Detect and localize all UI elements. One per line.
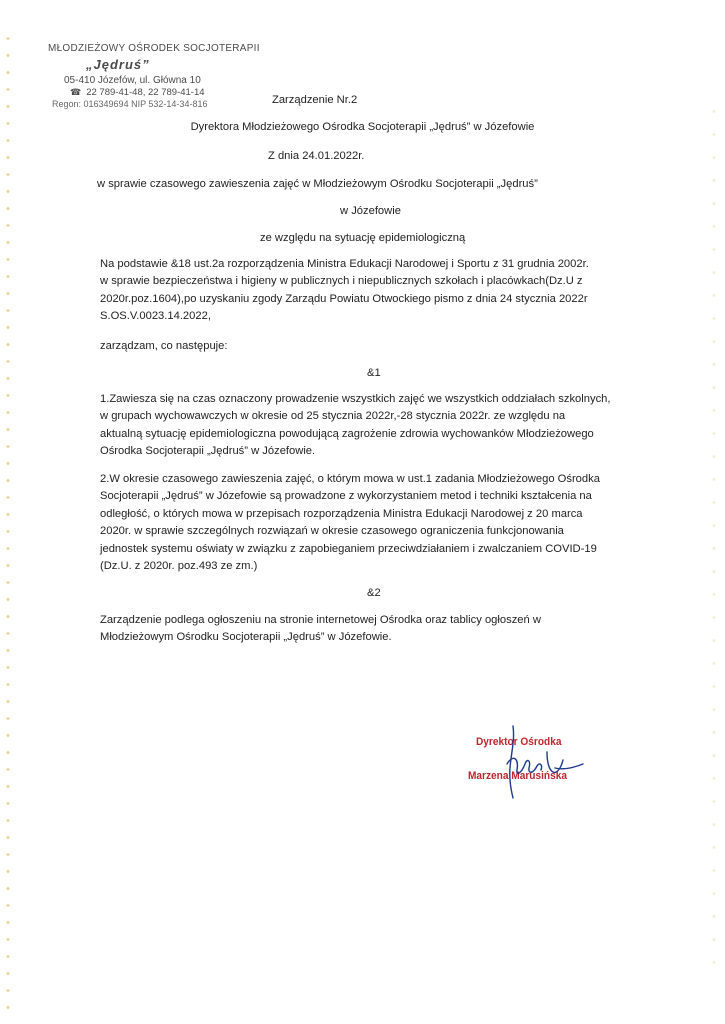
basis-line: 2020r.poz.1604),po uzyskaniu zgody Zarządu Powiatu Otwockiego pismo z dnia 24 stycznia 2022r xyxy=(100,292,588,305)
paragraph-line: w grupach wychowawczych w okresie od 25 stycznia 2022r,-28 stycznia 2022r. ze względu na xyxy=(100,410,566,423)
basis-line: Na podstawie &18 ust.2a rozporządzenia Ministra Edukacji Narodowej i Sportu z 31 grudnia 2002r. xyxy=(100,258,589,270)
paragraph-line: Zarządzenie podlega ogłoszeniu na stronie internetowej Ośrodka oraz tablicy ogłoszeń w xyxy=(100,614,541,626)
subject-line-3: ze względu na sytuację epidemiologiczną xyxy=(260,232,466,244)
scan-edge-artifact-right xyxy=(709,100,721,980)
section-1-heading: &1 xyxy=(367,367,381,379)
document-title: Zarządzenie Nr.2 xyxy=(272,94,358,106)
basis-line: w sprawie bezpieczeństwa i higieny w publicznych i niepublicznych szkołach i placówkach(Dz.U z xyxy=(100,275,583,288)
institution-stamp xyxy=(48,42,298,109)
paragraph-line: 1.Zawiesza się na czas oznaczony prowadzenie wszystkich zajęć we wszystkich oddziałach szkolnych, xyxy=(100,393,611,405)
subject-line-2: w Józefowie xyxy=(340,205,401,217)
basis-line: S.OS.V.0023.14.2022, xyxy=(100,310,211,323)
paragraph-line: 2.W okresie czasowego zawieszenia zajęć, o którym mowa w ust.1 zadania Młodzieżowego Ośrodka xyxy=(100,473,600,485)
stamp-address: 05-410 Józefów, ul. Główna 10 xyxy=(64,75,201,86)
legal-basis-paragraph xyxy=(100,256,640,326)
section-1-point-1 xyxy=(100,391,640,461)
phone-icon: ☎ xyxy=(70,87,82,97)
section-2-paragraph xyxy=(100,612,640,647)
paragraph-line: odległość, o których mowa w przepisach rozporządzenia Ministra Edukacji Narodowej z 20 marca xyxy=(100,507,583,520)
signature-role: Dyrektor Ośrodka xyxy=(476,736,562,748)
subject-line-1: w sprawie czasowego zawieszenia zajęć w Młodzieżowym Ośrodku Socjoterapii „Jędruś” xyxy=(97,178,538,190)
section-2-heading: &2 xyxy=(367,587,381,599)
document-issuer: Dyrektora Młodzieżowego Ośrodka Socjoterapii „Jędruś” w Józefowie xyxy=(190,121,535,133)
scan-edge-artifact xyxy=(2,30,14,1010)
document-date: Z dnia 24.01.2022r. xyxy=(268,150,365,162)
stamp-registry: Regon: 016349694 NIP 532-14-34-816 xyxy=(52,99,208,109)
paragraph-line: jednostek systemu oświaty w związku z zapobieganiem przeciwdziałaniem i zwalczaniem COVID-19 xyxy=(100,542,597,555)
paragraph-line: Ośrodka Socjoterapii „Jędruś” w Józefowie. xyxy=(100,445,316,458)
paragraph-line: Młodzieżowym Ośrodku Socjoterapii „Jędruś” w Józefowie. xyxy=(100,631,392,644)
paragraph-line: (Dz.U. z 2020r. poz.493 ze zm.) xyxy=(100,560,258,573)
section-1-point-2 xyxy=(100,471,640,575)
paragraph-line: Socjoterapii „Jędruś” w Józefowie są prowadzone z wykorzystaniem metod i techniki kształcenia na xyxy=(100,490,592,503)
paragraph-line: aktualną sytuację epidemiologiczna powodującą zagrożenie zdrowia wychowanków Młodzieżowego xyxy=(100,427,594,440)
signature-block xyxy=(455,724,625,794)
stamp-phones: 22 789-41-48, 22 789-41-14 xyxy=(86,87,205,98)
handwritten-signature xyxy=(455,724,625,804)
paragraph-line: 2020r. w sprawie szczególnych rozwiązań w okresie czasowego ograniczenia funkcjonowania xyxy=(100,525,564,538)
signature-person: Marzena Marusińska xyxy=(468,770,568,782)
order-intro: zarządzam, co następuje: xyxy=(100,340,228,352)
stamp-phones-row xyxy=(70,87,298,98)
stamp-org: MŁODZIEŻOWY OŚRODEK SOCJOTERAPII xyxy=(48,42,260,54)
stamp-name: „Jędruś” xyxy=(86,57,150,72)
